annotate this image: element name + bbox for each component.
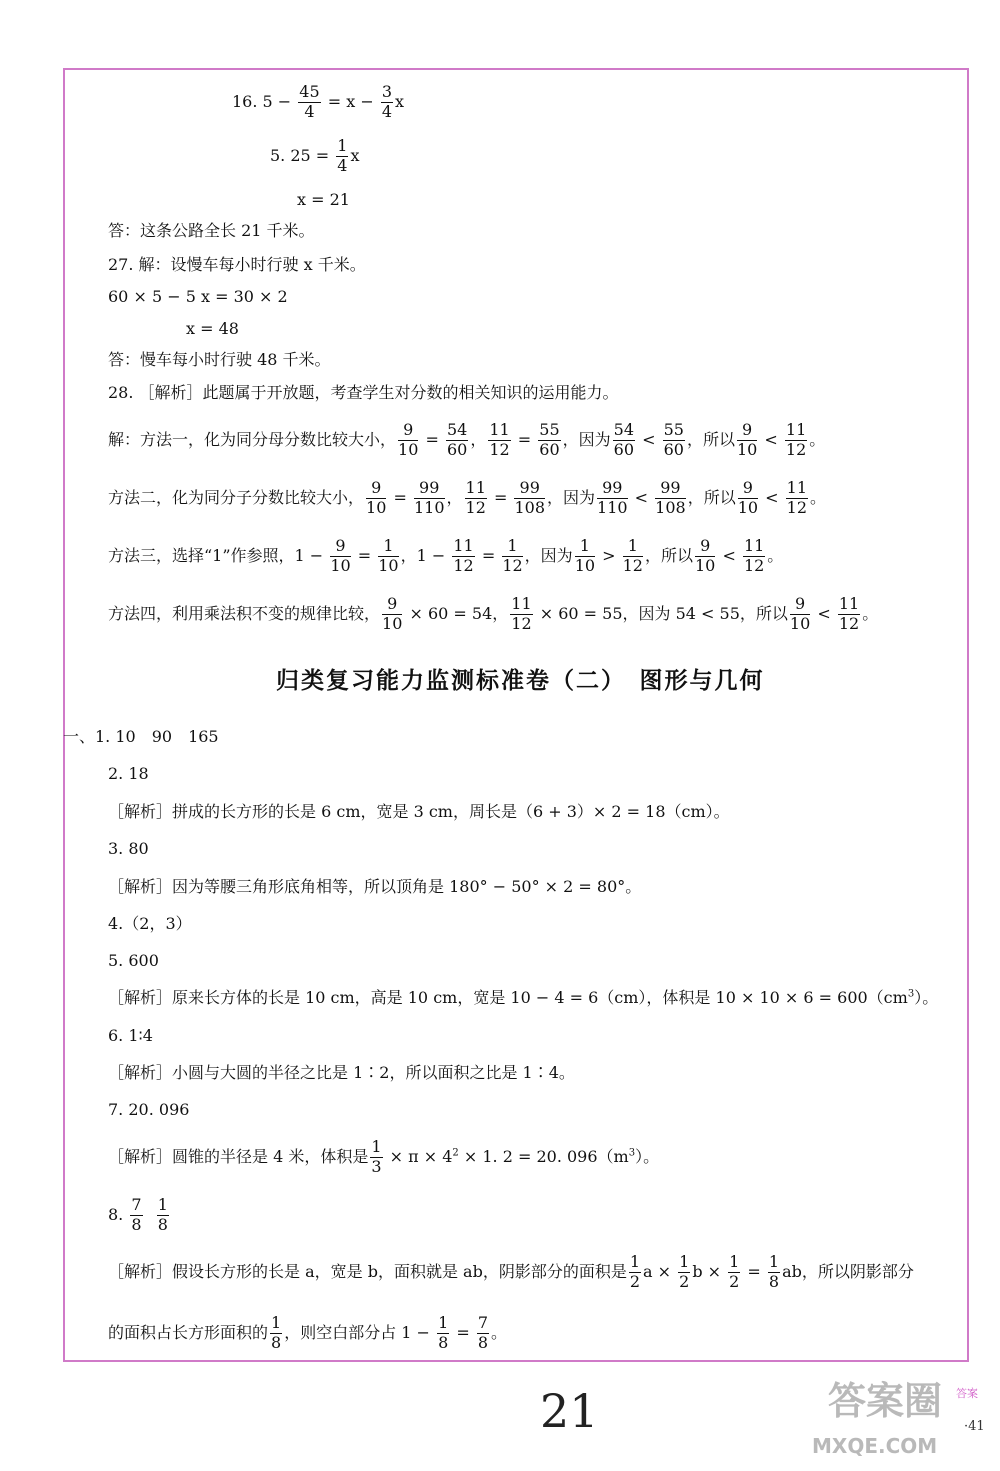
section-heading: 归类复习能力监测标准卷（二） 图形与几何 (276, 668, 765, 694)
q8-line (108, 1197, 171, 1234)
text: ［解析］假设长方形的长是 a，宽是 b，面积就是 ab，阴影部分的面积是 (108, 1261, 627, 1281)
q3-line: 3. 80 (108, 839, 149, 858)
text: = (451, 1322, 475, 1342)
eq-line-1 (232, 84, 404, 121)
fraction: $\frac{1}{10}$ (378, 536, 399, 575)
q5-line: 5. 600 (108, 951, 159, 970)
text: = (742, 1261, 766, 1281)
text: < (637, 429, 661, 449)
text: 16. 5 − (232, 91, 297, 111)
text: × 60 = 55，因为 54 < 55，所以 (534, 603, 788, 623)
method-3-line (108, 538, 783, 575)
superscript: 3 (907, 988, 915, 1000)
text: ）。 (635, 1146, 660, 1166)
text: = (352, 545, 377, 565)
text: b × (692, 1261, 727, 1281)
text: < (759, 429, 783, 449)
fraction: $\frac{99}{110}$ (413, 478, 445, 517)
eq-line-5: x = 48 (186, 319, 239, 338)
fraction: $\frac{1}{2}$ (729, 1252, 740, 1291)
q2-analysis: ［解析］拼成的长方形的长是 6 cm，宽是 3 cm，周长是（6 + 3）× 2 = 18（cm）。 (108, 802, 730, 821)
fraction: $\frac{1}{8}$ (438, 1313, 449, 1352)
q27-line: 27. 解：设慢车每小时行驶 x 千米。 (108, 255, 366, 274)
text: 。 (862, 603, 879, 623)
text: < (629, 487, 654, 507)
answer-line: 答：慢车每小时行驶 48 千米。 (108, 350, 331, 369)
q6-analysis: ［解析］小圆与大圆的半径之比是 1∶2，所以面积之比是 1∶4。 (108, 1063, 575, 1082)
q8-analysis-2 (108, 1315, 507, 1352)
q6-line: 6. 1∶4 (108, 1026, 153, 1045)
answer-stamp: 答案 (956, 1387, 978, 1400)
fraction: $\frac{54}{60}$ (613, 420, 634, 459)
handwritten-page-number: 21 (540, 1384, 599, 1438)
fraction: $\frac{11}{12}$ (785, 420, 807, 459)
fraction: $\frac{11}{12}$ (453, 536, 474, 575)
fraction: $\frac{9}{10}$ (330, 536, 351, 575)
fraction: $\frac{99}{110}$ (597, 478, 628, 517)
text: ［解析］原来长方体的长是 10 cm，高是 10 cm，宽是 10 − 4 = 6（cm），体积是 10 × 10 × 6 = 600（cm (108, 988, 908, 1007)
fraction: $\frac{3}{4}$ (381, 82, 393, 121)
text: × π × 4 (384, 1146, 453, 1166)
text: ，1 − (400, 545, 451, 565)
text: ）。 (914, 988, 939, 1007)
text: 方法二，化为同分子分数比较大小， (108, 487, 365, 507)
fraction: $\frac{1}{4}$ (337, 136, 348, 175)
q7-analysis (108, 1139, 659, 1176)
q8-analysis-1 (108, 1254, 914, 1291)
fraction: $\frac{1}{8}$ (768, 1252, 780, 1291)
fraction: $\frac{99}{108}$ (655, 478, 686, 517)
method-2-line (108, 480, 826, 517)
q7-line: 7. 20. 096 (108, 1100, 190, 1119)
fraction: $\frac{7}{8}$ (131, 1195, 142, 1234)
text: ［解析］圆锥的半径是 4 米，体积是 (108, 1146, 369, 1166)
text: ，所以 (686, 429, 735, 449)
fraction: $\frac{11}{12}$ (465, 478, 486, 517)
text: × 60 = 54， (404, 603, 509, 623)
fraction: $\frac{55}{60}$ (539, 420, 560, 459)
fraction: $\frac{99}{108}$ (514, 478, 545, 517)
text: > (597, 545, 621, 565)
text: = (420, 429, 444, 449)
fraction: $\frac{11}{12}$ (489, 420, 510, 459)
text: ， (470, 429, 487, 449)
q5-analysis (108, 990, 938, 1006)
method-1-line (108, 422, 825, 459)
text: 。 (767, 545, 784, 565)
text: ，因为 (547, 487, 596, 507)
text: x (350, 145, 360, 165)
text: ，所以 (644, 545, 693, 565)
text: ， (446, 487, 463, 507)
superscript: 3 (628, 1147, 636, 1159)
text: 。 (810, 487, 827, 507)
fraction: $\frac{1}{8}$ (271, 1313, 282, 1352)
text: 5. 25 = (270, 145, 335, 165)
text: 方法三，选择“1”作参照，1 − (108, 545, 329, 565)
fraction: $\frac{9}{10}$ (398, 420, 419, 459)
fraction: $\frac{9}{10}$ (695, 536, 716, 575)
fraction: $\frac{9}{10}$ (736, 420, 758, 459)
fraction: $\frac{55}{60}$ (663, 420, 684, 459)
text: 的面积占长方形面积的 (108, 1322, 269, 1342)
watermark-logo: 答案圈 (828, 1379, 943, 1423)
q28-line: 28. ［解析］此题属于开放题，考查学生对分数的相关知识的运用能力。 (108, 383, 619, 402)
fraction: $\frac{9}{10}$ (366, 478, 387, 517)
text: ab，所以阴影部分 (782, 1261, 914, 1281)
watermark-url: MXQE.COM (812, 1434, 938, 1458)
text: 。 (809, 429, 826, 449)
method-4-line (108, 596, 878, 633)
text: < (717, 545, 741, 565)
eq-line-4: 60 × 5 − 5 x = 30 × 2 (108, 287, 288, 306)
text: = (388, 487, 412, 507)
text: = (512, 429, 537, 449)
text: a × (643, 1261, 677, 1281)
text: 。 (491, 1322, 508, 1342)
answer-line: 答：这条公路全长 21 千米。 (108, 221, 315, 240)
text: 8. (108, 1204, 129, 1224)
fraction: $\frac{9}{10}$ (789, 594, 811, 633)
text: < (760, 487, 784, 507)
fraction: $\frac{11}{12}$ (786, 478, 807, 517)
fraction: $\frac{11}{12}$ (838, 594, 860, 633)
text: 解：方法一，化为同分母分数比较大小， (108, 429, 397, 449)
text: 方法四，利用乘法积不变的规律比较， (108, 603, 381, 623)
fraction: $\frac{1}{2}$ (629, 1252, 641, 1291)
q2-line: 2. 18 (108, 764, 149, 783)
text: ，则空白部分占 1 − (284, 1322, 436, 1342)
superscript: 2 (452, 1147, 459, 1159)
text: x (395, 91, 405, 111)
fraction: $\frac{11}{12}$ (511, 594, 532, 633)
q1-line: 一、1. 10 90 165 (63, 727, 219, 746)
fraction: $\frac{7}{8}$ (477, 1313, 489, 1352)
q4-line: 4.（2，3） (108, 914, 192, 933)
text: ，因为 (562, 429, 611, 449)
q3-analysis: ［解析］因为等腰三角形底角相等，所以顶角是 180° − 50° × 2 = 80°。 (108, 877, 642, 896)
fraction: $\frac{45}{4}$ (299, 82, 320, 121)
fraction: $\frac{1}{3}$ (371, 1137, 382, 1176)
page-number: ·41 (964, 1419, 985, 1434)
fraction: $\frac{11}{12}$ (743, 536, 765, 575)
eq-line-3: x = 21 (297, 190, 350, 209)
fraction: $\frac{1}{10}$ (574, 536, 596, 575)
fraction: $\frac{1}{12}$ (622, 536, 643, 575)
fraction: $\frac{9}{10}$ (737, 478, 759, 517)
fraction: $\frac{1}{8}$ (157, 1195, 168, 1234)
text: = (476, 545, 501, 565)
text: × 1. 2 = 20. 096（m (458, 1146, 629, 1166)
text: ，所以 (687, 487, 736, 507)
text: = (488, 487, 513, 507)
fraction: $\frac{9}{10}$ (382, 594, 403, 633)
text: = x − (322, 91, 379, 111)
text: < (812, 603, 836, 623)
fraction: $\frac{54}{60}$ (446, 420, 468, 459)
fraction: $\frac{1}{2}$ (679, 1252, 690, 1291)
eq-line-2 (270, 138, 360, 175)
text: ，因为 (524, 545, 573, 565)
fraction: $\frac{1}{12}$ (502, 536, 523, 575)
